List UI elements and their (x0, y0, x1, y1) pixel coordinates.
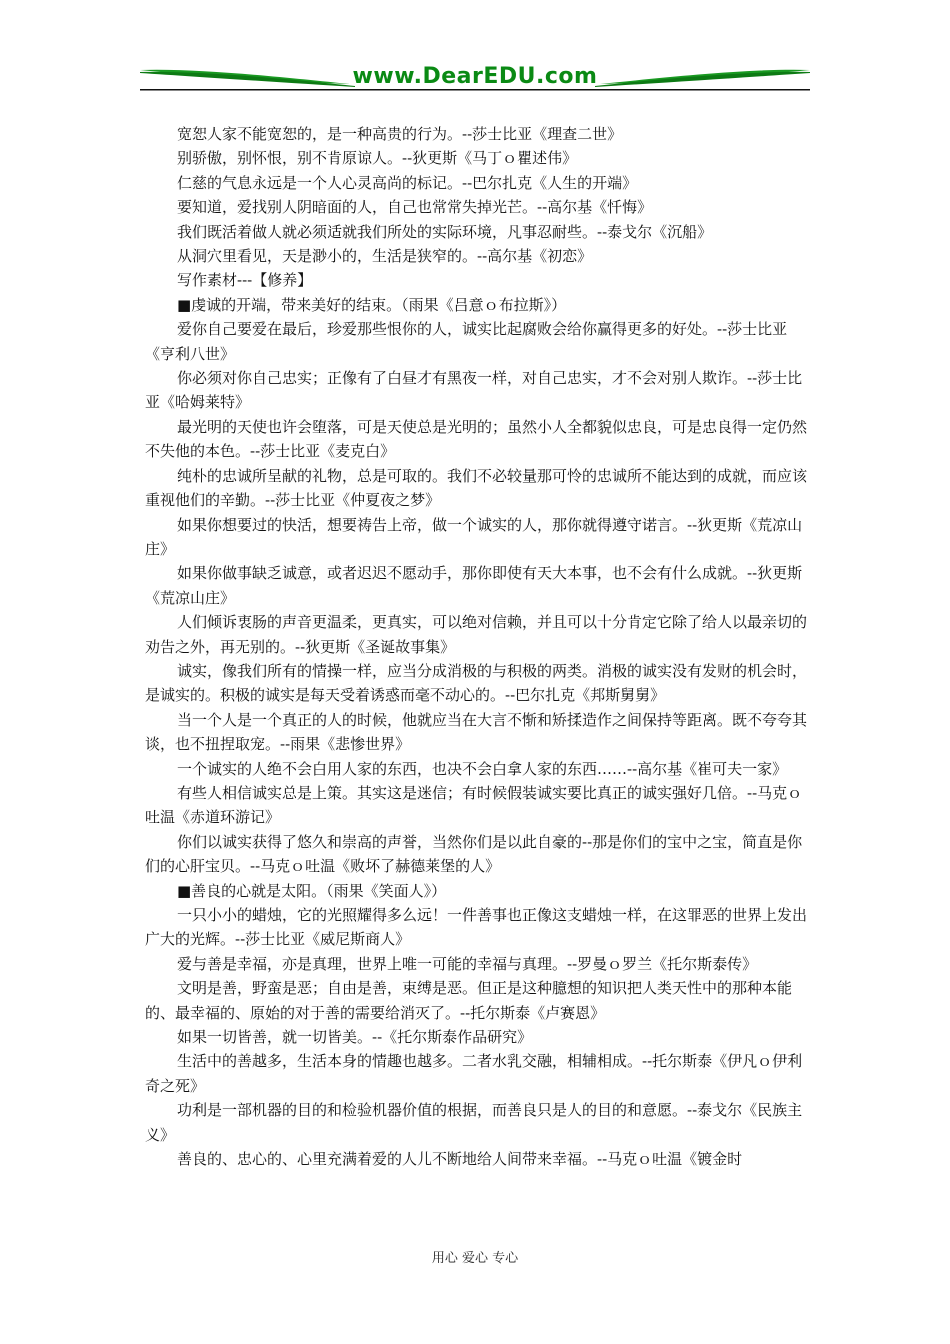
paragraph: 仁慈的气息永远是一个人心灵高尚的标记。--巴尔扎克《人生的开端》 (177, 173, 638, 192)
document-body (145, 122, 813, 1171)
site-header (140, 58, 810, 92)
paragraph: 文明是善，野蛮是恶；自由是善，束缚是恶。但正是这种臆想的知识把人类天性中的那种本能的、最幸福的、原始的对于善的需要给消灭了。--托尔斯泰《卢赛恩》 (145, 979, 793, 1022)
paragraph: 宽恕人家不能宽恕的，是一种高贵的行为。--莎士比亚《理查二世》 (177, 125, 623, 143)
paragraph: 功利是一部机器的目的和检验机器价值的根据，而善良只是人的目的和意愿。--泰戈尔《民族主义》 (145, 1101, 803, 1144)
paragraph: 最光明的天使也许会堕落，可是天使总是光明的；虽然小人全都貌似忠良，可是忠良得一定仍然不失他的本色。--莎士比亚《麦克白》 (145, 417, 808, 461)
paragraph: 一只小小的蜡烛，它的光照耀得多么远！一件善事也正像这支蜡烛一样，在这罪恶的世界上发出广大的光辉。--莎士比亚《威尼斯商人》 (145, 906, 808, 949)
paragraph: 从洞穴里看见，天是渺小的，生活是狭窄的。--高尔基《初恋》 (177, 247, 593, 266)
paragraph: 诚实，像我们所有的情操一样，应当分成消极的与积极的两类。消极的诚实没有发财的机会时，是诚实的。积极的诚实是每天受着诱惑而毫不动心的。--巴尔扎克《邦斯舅舅》 (145, 661, 808, 705)
paragraph: 我们既活着做人就必须适就我们所处的实际环境，凡事忍耐些。--泰戈尔《沉船》 (177, 222, 713, 241)
page-footer: 用心 爱心 专心 (431, 1251, 519, 1266)
paragraph: 如果一切皆善，就一切皆美。--《托尔斯泰作品研究》 (177, 1028, 533, 1047)
paragraph: 要知道，爱找别人阴暗面的人，自己也常常失掉光芒。--高尔基《忏悔》 (177, 198, 653, 217)
site-name: www.DearEDU.com (352, 64, 598, 89)
paragraph: 善良的、忠心的、心里充满着爱的人儿不断地给人间带来幸福。--马克ｏ吐温《镀金时 (177, 1150, 743, 1169)
paragraph: 爱你自己要爱在最后，珍爱那些恨你的人，诚实比起腐败会给你赢得更多的好处。--莎士比亚《亨利八世》 (145, 320, 788, 363)
paragraph: 别骄傲，别怀恨，别不肯原谅人。--狄更斯《马丁ｏ瞿述伟》 (177, 149, 578, 168)
paragraph: 纯朴的忠诚所呈献的礼物，总是可取的。我们不必较量那可怜的忠诚所不能达到的成就，而应该重视他们的辛勤。--莎士比亚《仲夏夜之梦》 (145, 466, 808, 510)
paragraph: 你必须对你自己忠实；正像有了白昼才有黑夜一样，对自己忠实，才不会对别人欺诈。--莎士比亚《哈姆莱特》 (145, 369, 803, 412)
paragraph: 当一个人是一个真正的人的时候，他就应当在大言不惭和矫揉造作之间保持等距离。既不夸夸其谈，也不扭捏取宠。--雨果《悲惨世界》 (145, 710, 808, 754)
paragraph: 有些人相信诚实总是上策。其实这是迷信；有时候假装诚实要比真正的诚实强好几倍。--马克ｏ吐温《赤道环游记》 (145, 783, 803, 827)
topic-heading: ■虔诚的开端，带来美好的结束。（雨果《吕意ｏ布拉斯》） (177, 295, 567, 314)
paragraph: 如果你做事缺乏诚意，或者迟迟不愿动手，那你即使有天大本事，也不会有什么成就。--狄更斯《荒凉山庄》 (145, 564, 803, 607)
paragraph: 爱与善是幸福，亦是真理，世界上唯一可能的幸福与真理。--罗曼ｏ罗兰《托尔斯泰传》 (177, 954, 758, 973)
paragraph: 生活中的善越多，生活本身的情趣也越多。二者水乳交融，相辅相成。--托尔斯泰《伊凡ｏ伊利奇之死》 (145, 1052, 803, 1095)
paragraph: 人们倾诉衷肠的声音更温柔，更真实，可以绝对信赖，并且可以十分肯定它除了给人以最亲切的劝告之外，再无别的。--狄更斯《圣诞故事集》 (145, 613, 808, 656)
paragraph: 一个诚实的人绝不会白用人家的东西，也决不会白拿人家的东西……--高尔基《崔可夫一家》 (177, 759, 788, 778)
topic-heading: ■善良的心就是太阳。（雨果《笑面人》） (177, 881, 447, 900)
paragraph: 你们以诚实获得了悠久和崇高的声誉，当然你们是以此自豪的--那是你们的宝中之宝，简直是你们的心肝宝贝。--马克ｏ吐温《败坏了赫德莱堡的人》 (145, 832, 803, 876)
paragraph: 如果你想要过的快活，想要祷告上帝，做一个诚实的人，那你就得遵守诺言。--狄更斯《荒凉山庄》 (145, 515, 803, 558)
section-heading: 写作素材---【修养】 (177, 271, 313, 290)
